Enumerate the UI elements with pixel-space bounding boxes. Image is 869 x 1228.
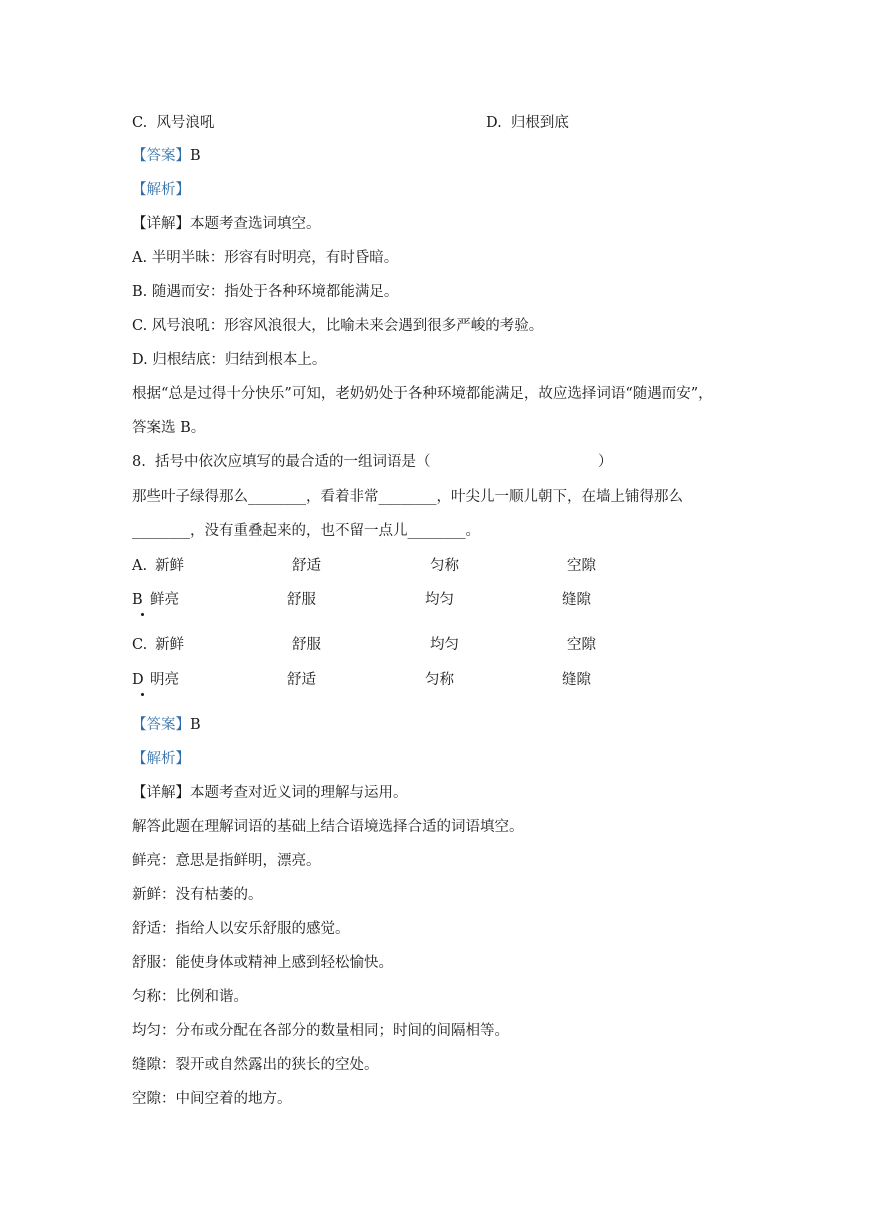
option-a-label: A.: [132, 558, 148, 574]
answer-line: [132, 146, 201, 166]
option-b-word-1: 鲜亮: [150, 592, 179, 608]
answer-tag: 【答案】: [132, 148, 190, 164]
sentence-line-2: ________，没有重叠起来的，也不留一点儿________。: [132, 523, 480, 539]
option-b-word-4: 缝隙: [562, 592, 591, 608]
option-c-label: C.: [132, 637, 148, 653]
definition-line: 舒服：能使身体或精神上感到轻松愉快。: [132, 955, 393, 971]
intro-line: 解答此题在理解词语的基础上结合语境选择合适的词语填空。: [132, 819, 524, 835]
definition-line: 均匀：分布或分配在各部分的数量相同；时间的间隔相等。: [132, 1023, 509, 1039]
option-d-word-4: 缝隙: [562, 672, 591, 688]
explanation-c: C. 风号浪吼：形容风浪很大，比喻未来会遇到很多严峻的考验。: [132, 318, 544, 334]
analysis-tag: 【解析】: [132, 182, 190, 198]
option-a-word-3: 匀称: [430, 558, 459, 574]
question-8-stem: 8. 括号中依次应填写的最合适的一组词语是（: [132, 454, 431, 470]
option-a-word-1: 新鲜: [155, 558, 184, 574]
option-d-dot: [141, 693, 144, 696]
definition-line: 新鲜：没有枯萎的。: [132, 887, 263, 903]
answer-value: B: [190, 717, 201, 733]
definition-line: 鲜亮：意思是指鲜明，漂亮。: [132, 853, 321, 869]
option-b-word-2: 舒服: [287, 592, 316, 608]
answer-value: B: [190, 148, 201, 164]
option-a-word-2: 舒适: [292, 558, 321, 574]
explanation-b: B. 随遇而安：指处于各种环境都能满足。: [132, 284, 399, 300]
detail-line: 【详解】本题考查选词填空。: [132, 216, 321, 232]
explanation-a: A. 半明半昧：形容有时明亮，有时昏暗。: [132, 250, 399, 266]
option-b-label: B: [132, 592, 143, 608]
definition-line: 舒适：指给人以安乐舒服的感觉。: [132, 921, 350, 937]
definition-line: 缝隙：裂开或自然露出的狭长的空处。: [132, 1057, 379, 1073]
option-c-word-4: 空隙: [567, 637, 596, 653]
conclusion-line-1: 根据“总是过得十分快乐”可知，老奶奶处于各种环境都能满足，故应选择词语“随遇而安”，: [132, 386, 713, 402]
answer-line: [132, 715, 201, 735]
definition-line: 空隙：中间空着的地方。: [132, 1091, 292, 1107]
option-d-word-2: 舒适: [287, 672, 316, 688]
sentence-line-1: 那些叶子绿得那么________，看着非常________，叶尖儿一顺儿朝下，在墙上铺得那么: [132, 489, 683, 505]
question-8-stem-close: ）: [598, 454, 613, 470]
option-d-word-1: 明亮: [150, 672, 179, 688]
option-b-dot: [141, 613, 144, 616]
option-d-label: D: [132, 672, 144, 688]
option-c-word-1: 新鲜: [155, 637, 184, 653]
option-b-word-3: 均匀: [425, 592, 454, 608]
option-a-word-4: 空隙: [567, 558, 596, 574]
analysis-tag: 【解析】: [132, 751, 190, 767]
conclusion-line-2: 答案选 B。: [132, 420, 206, 436]
answer-tag: 【答案】: [132, 717, 190, 733]
option-c-word-2: 舒服: [292, 637, 321, 653]
explanation-d: D. 归根结底：归结到根本上。: [132, 352, 327, 368]
definition-line: 匀称：比例和谐。: [132, 989, 248, 1005]
detail-line: 【详解】本题考查对近义词的理解与运用。: [132, 785, 408, 801]
option-d: D. 归根到底: [486, 115, 569, 131]
option-c-word-3: 均匀: [430, 637, 459, 653]
option-c: C. 风号浪吼: [132, 115, 215, 131]
option-d-word-3: 匀称: [425, 672, 454, 688]
